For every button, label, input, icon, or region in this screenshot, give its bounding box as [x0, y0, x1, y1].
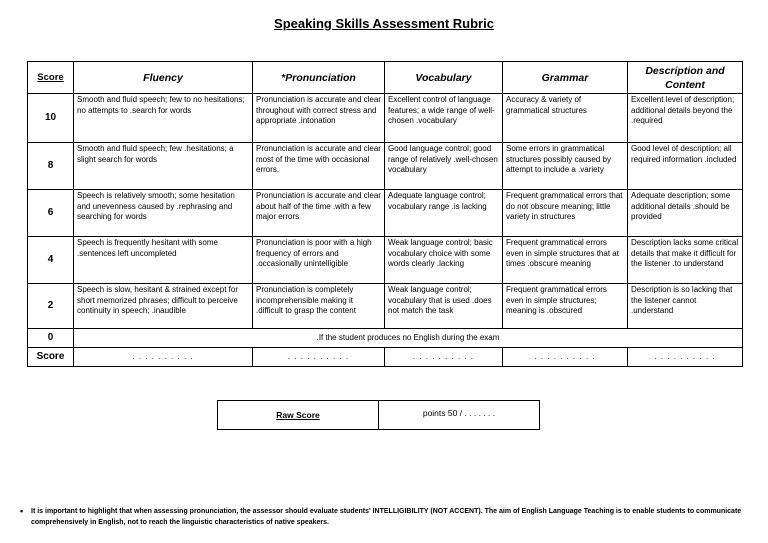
pronunciation-cell: Pronunciation is accurate and clear most of the time with occasional errors. [253, 143, 385, 190]
score-row-label: Score [28, 348, 74, 367]
table-row [28, 143, 743, 190]
description-cell: Excellent level of description; additional details beyond the .required [628, 94, 743, 143]
grammar-cell: Accuracy & variety of grammatical structures [503, 94, 628, 143]
table-row [28, 284, 743, 329]
fluency-cell: Speech is relatively smooth; some hesitation and unevenness caused by .rephrasing and searching for words [74, 190, 253, 237]
vocabulary-cell: Adequate language control; vocabulary range .is lacking [385, 190, 503, 237]
score-blank-description[interactable]: . . . . . . . . . . [628, 348, 743, 367]
grammar-cell: Frequent grammatical errors even in simple structures; meaning is .obscured [503, 284, 628, 329]
vocabulary-cell: Good language control; good range of relatively .well-chosen vocabulary [385, 143, 503, 190]
zero-row-text: .If the student produces no English during the exam [74, 329, 743, 348]
row-score: 0 [28, 329, 74, 348]
zero-row [28, 329, 743, 348]
header-pronunciation: *Pronunciation [253, 62, 385, 94]
row-score: 4 [28, 237, 74, 284]
description-cell: Description lacks some critical details that make it difficult for the listener .to understand [628, 237, 743, 284]
vocabulary-cell: Weak language control; basic vocabulary choice with some words clearly .lacking [385, 237, 503, 284]
raw-score-label: Raw Score [218, 401, 379, 429]
description-cell: Adequate description; some additional details .should be provided [628, 190, 743, 237]
description-cell: Description is so lacking that the listener cannot .understand [628, 284, 743, 329]
grammar-cell: Frequent grammatical errors even in simple structures that at times .obscure meaning [503, 237, 628, 284]
score-entry-row [28, 348, 743, 367]
header-vocabulary: Vocabulary [385, 62, 503, 94]
score-blank-grammar[interactable]: . . . . . . . . . . [503, 348, 628, 367]
row-score: 2 [28, 284, 74, 329]
table-row [28, 190, 743, 237]
header-grammar: Grammar [503, 62, 628, 94]
row-score: 6 [28, 190, 74, 237]
grammar-cell: Some errors in grammatical structures possibly caused by attempt to include a .variety [503, 143, 628, 190]
footnote-text: It is important to highlight that when assessing pronunciation, the assessor should evaluate students' INTELLIGIBILITY (NOT ACCENT). The aim of English Language Teaching is to enable students to communicate comprehensively in English, not to reach the linguistic characteristics of native speakers. [31, 508, 742, 526]
grammar-cell: Frequent grammatical errors that do not obscure meaning; little variety in structures [503, 190, 628, 237]
score-blank-fluency[interactable]: . . . . . . . . . . [74, 348, 253, 367]
header-description: Description and Content [628, 62, 743, 94]
rubric-table [27, 61, 743, 367]
score-blank-vocabulary[interactable]: . . . . . . . . . . [385, 348, 503, 367]
header-score: Score [28, 62, 74, 94]
row-score: 8 [28, 143, 74, 190]
vocabulary-cell: Excellent control of language features; a wide range of well-chosen .vocabulary [385, 94, 503, 143]
footnote [20, 506, 760, 528]
table-row [28, 94, 743, 143]
raw-score-value[interactable]: points 50 / . . . . . . . [422, 408, 496, 418]
vocabulary-cell: Weak language control; vocabulary that is used .does not match the task [385, 284, 503, 329]
fluency-cell: Smooth and fluid speech; few .hesitations; a slight search for words [74, 143, 253, 190]
pronunciation-cell: Pronunciation is accurate and clear about half of the time .with a few major errors [253, 190, 385, 237]
pronunciation-cell: Pronunciation is poor with a high frequency of errors and .occasionally unintelligible [253, 237, 385, 284]
fluency-cell: Smooth and fluid speech; few to no hesitations; no attempts to .search for words [74, 94, 253, 143]
page-title: Speaking Skills Assessment Rubric [274, 16, 494, 31]
description-cell: Good level of description; all required information .included [628, 143, 743, 190]
score-blank-pronunciation[interactable]: . . . . . . . . . . [253, 348, 385, 367]
row-score: 10 [28, 94, 74, 143]
table-row [28, 237, 743, 284]
pronunciation-cell: Pronunciation is accurate and clear throughout with correct stress and appropriate .intonation [253, 94, 385, 143]
bullet-icon: • [20, 506, 24, 516]
raw-score-box [217, 400, 540, 430]
fluency-cell: Speech is frequently hesitant with some .sentences left uncompleted [74, 237, 253, 284]
fluency-cell: Speech is slow, hesitant & strained except for short memorized phrases; difficult to perceive continuity in speech; .inaudible [74, 284, 253, 329]
header-fluency: Fluency [74, 62, 253, 94]
pronunciation-cell: Pronunciation is completely incomprehensible making it .difficult to grasp the content [253, 284, 385, 329]
